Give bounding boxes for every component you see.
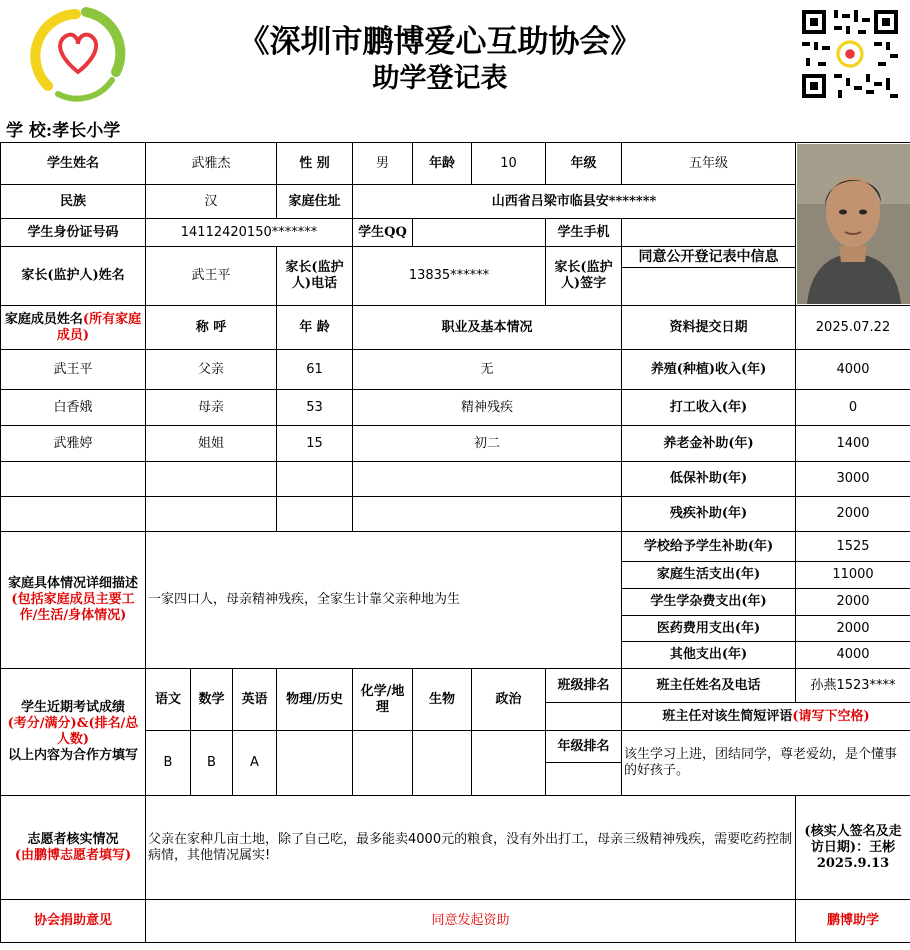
qq-label: 学生QQ bbox=[353, 219, 413, 247]
address-label: 家庭住址 bbox=[277, 185, 353, 219]
family-header-relation: 称 呼 bbox=[146, 306, 277, 350]
family-member-job bbox=[353, 462, 622, 497]
gender-label: 性 别 bbox=[277, 143, 353, 185]
family-member-relation bbox=[146, 497, 277, 532]
student-photo-image bbox=[797, 144, 910, 304]
class-rank-label: 班级排名 bbox=[546, 669, 622, 703]
scores-label-note: (考分/满分)&(排名/总人数) bbox=[7, 716, 139, 747]
opinion-text: 同意发起资助 bbox=[146, 900, 796, 943]
age-value: 10 bbox=[472, 143, 546, 185]
grade-label: 年级 bbox=[546, 143, 622, 185]
family-member-age: 53 bbox=[277, 390, 353, 426]
finance-item-value: 1400 bbox=[796, 426, 910, 462]
heart-logo-icon bbox=[28, 6, 128, 102]
subject-score bbox=[277, 731, 353, 796]
finance-item-value: 2000 bbox=[796, 497, 910, 532]
family-member-relation: 母亲 bbox=[146, 390, 277, 426]
gender-value: 男 bbox=[353, 143, 413, 185]
student-phone-label: 学生手机 bbox=[546, 219, 622, 247]
finance-item-value: 1525 bbox=[796, 532, 910, 562]
student-name-value: 武雅杰 bbox=[146, 143, 277, 185]
family-member-job: 精神残疾 bbox=[353, 390, 622, 426]
submit-date-label: 资料提交日期 bbox=[622, 306, 796, 350]
registration-table bbox=[0, 142, 910, 943]
family-member-relation: 父亲 bbox=[146, 350, 277, 390]
age-label: 年龄 bbox=[413, 143, 472, 185]
subject-header: 化学/地理 bbox=[353, 669, 413, 731]
guardian-phone-label: 家长(监护人)电话 bbox=[277, 247, 353, 306]
subject-score bbox=[472, 731, 546, 796]
comment-text: 该生学习上进，团结同学，尊老爱幼，是个懂事的好孩子。 bbox=[622, 731, 910, 796]
family-member-relation: 姐姐 bbox=[146, 426, 277, 462]
consent-label: 同意公开登记表中信息 bbox=[622, 247, 795, 268]
family-header-name bbox=[1, 306, 146, 350]
volunteer-label-note: (由鹏博志愿者填写) bbox=[14, 847, 132, 863]
finance-item-label: 打工收入(年) bbox=[622, 390, 796, 426]
form-subtitle: 助学登记表 bbox=[372, 63, 508, 94]
finance-item-value: 4000 bbox=[796, 642, 910, 669]
grade-value: 五年级 bbox=[622, 143, 796, 185]
address-value: 山西省吕梁市临县安******* bbox=[353, 185, 796, 219]
comment-label-text: 班主任对该生简短评语 bbox=[662, 708, 793, 724]
finance-item-label: 低保补助(年) bbox=[622, 462, 796, 497]
volunteer-text: 父亲在家种几亩土地，除了自己吃，最多能卖4000元的粮食，没有外出打工，母亲三级精神残疾，需要吃药控制病情，其他情况属实! bbox=[146, 796, 796, 900]
situation-label-note: (包括家庭成员主要工作/生活/身体情况) bbox=[11, 592, 135, 623]
family-member-name bbox=[1, 497, 146, 532]
subject-score bbox=[353, 731, 413, 796]
finance-item-label: 养老金补助(年) bbox=[622, 426, 796, 462]
family-member-relation bbox=[146, 462, 277, 497]
consent-cell bbox=[622, 247, 796, 306]
subject-score: B bbox=[191, 731, 233, 796]
situation-text: 一家四口人，母亲精神残疾，全家生计靠父亲种地为生 bbox=[146, 532, 622, 669]
form-title: 《深圳市鹏博爱心互助协会》 bbox=[238, 24, 642, 60]
school-label: 学 校: bbox=[6, 121, 53, 141]
family-member-job bbox=[353, 497, 622, 532]
guardian-phone-value: 13835****** bbox=[353, 247, 546, 306]
finance-item-value: 11000 bbox=[796, 562, 910, 589]
subject-header: 数学 bbox=[191, 669, 233, 731]
volunteer-sign: (核实人签名及走访日期)：王彬 2025.9.13 bbox=[796, 796, 910, 900]
submit-date-value: 2025.07.22 bbox=[796, 306, 910, 350]
student-phone-value bbox=[622, 219, 796, 247]
subject-header: 英语 bbox=[233, 669, 277, 731]
family-member-age: 15 bbox=[277, 426, 353, 462]
family-member-name: 白香娥 bbox=[1, 390, 146, 426]
subject-score bbox=[413, 731, 472, 796]
finance-item-label: 其他支出(年) bbox=[622, 642, 796, 669]
comment-label bbox=[622, 703, 910, 731]
finance-item-label: 学校给予学生补助(年) bbox=[622, 532, 796, 562]
student-id-value: 14112420150******* bbox=[146, 219, 353, 247]
family-member-name: 武王平 bbox=[1, 350, 146, 390]
family-member-job: 无 bbox=[353, 350, 622, 390]
family-member-job: 初二 bbox=[353, 426, 622, 462]
subject-score: A bbox=[233, 731, 277, 796]
finance-item-label: 学生学杂费支出(年) bbox=[622, 589, 796, 616]
family-member-name: 武雅婷 bbox=[1, 426, 146, 462]
situation-label bbox=[1, 532, 146, 669]
family-header-name-note: (所有家庭成员) bbox=[56, 311, 142, 343]
scores-label bbox=[1, 669, 146, 796]
finance-item-value: 3000 bbox=[796, 462, 910, 497]
student-photo bbox=[796, 143, 910, 306]
subject-header: 生物 bbox=[413, 669, 472, 731]
brand-label: 鹏博助学 bbox=[796, 900, 910, 943]
subject-header: 语文 bbox=[146, 669, 191, 731]
grade-rank-value bbox=[546, 763, 622, 796]
finance-item-label: 家庭生活支出(年) bbox=[622, 562, 796, 589]
ethnicity-label: 民族 bbox=[1, 185, 146, 219]
opinion-label: 协会捐助意见 bbox=[1, 900, 146, 943]
family-member-age: 61 bbox=[277, 350, 353, 390]
form-header bbox=[0, 0, 910, 108]
guardian-sign-label: 家长(监护人)签字 bbox=[546, 247, 622, 306]
school-line bbox=[6, 116, 120, 141]
finance-item-label: 养殖(种植)收入(年) bbox=[622, 350, 796, 390]
family-member-name bbox=[1, 462, 146, 497]
family-member-age bbox=[277, 462, 353, 497]
family-header-name-label: 家庭成员姓名 bbox=[4, 311, 83, 327]
guardian-name-value: 武王平 bbox=[146, 247, 277, 306]
guardian-name-label: 家长(监护人)姓名 bbox=[1, 247, 146, 306]
student-id-label: 学生身份证号码 bbox=[1, 219, 146, 247]
scores-label-tail: 以上内容为合作方填写 bbox=[7, 748, 138, 763]
subject-score: B bbox=[146, 731, 191, 796]
class-rank-value bbox=[546, 703, 622, 731]
qq-value bbox=[413, 219, 546, 247]
finance-item-value: 4000 bbox=[796, 350, 910, 390]
situation-label-text: 家庭具体情况详细描述 bbox=[7, 576, 138, 591]
ethnicity-value: 汉 bbox=[146, 185, 277, 219]
finance-item-value: 2000 bbox=[796, 616, 910, 642]
finance-item-label: 残疾补助(年) bbox=[622, 497, 796, 532]
qr-code-icon bbox=[802, 10, 898, 98]
family-header-age: 年 龄 bbox=[277, 306, 353, 350]
teacher-value: 孙燕1523**** bbox=[796, 669, 910, 703]
finance-item-value: 2000 bbox=[796, 589, 910, 616]
consent-value bbox=[622, 268, 795, 305]
family-header-job: 职业及基本情况 bbox=[353, 306, 622, 350]
student-name-label: 学生姓名 bbox=[1, 143, 146, 185]
finance-item-value: 0 bbox=[796, 390, 910, 426]
family-member-age bbox=[277, 497, 353, 532]
grade-rank-label: 年级排名 bbox=[546, 731, 622, 763]
subject-header: 政治 bbox=[472, 669, 546, 731]
volunteer-label-text: 志愿者核实情况 bbox=[27, 831, 119, 847]
teacher-label: 班主任姓名及电话 bbox=[622, 669, 796, 703]
school-name: 孝长小学 bbox=[52, 121, 121, 141]
volunteer-label bbox=[1, 796, 146, 900]
comment-label-note: (请写下空格) bbox=[792, 708, 870, 724]
finance-item-label: 医药费用支出(年) bbox=[622, 616, 796, 642]
subject-header: 物理/历史 bbox=[277, 669, 353, 731]
scores-label-text: 学生近期考试成绩 bbox=[20, 700, 125, 715]
